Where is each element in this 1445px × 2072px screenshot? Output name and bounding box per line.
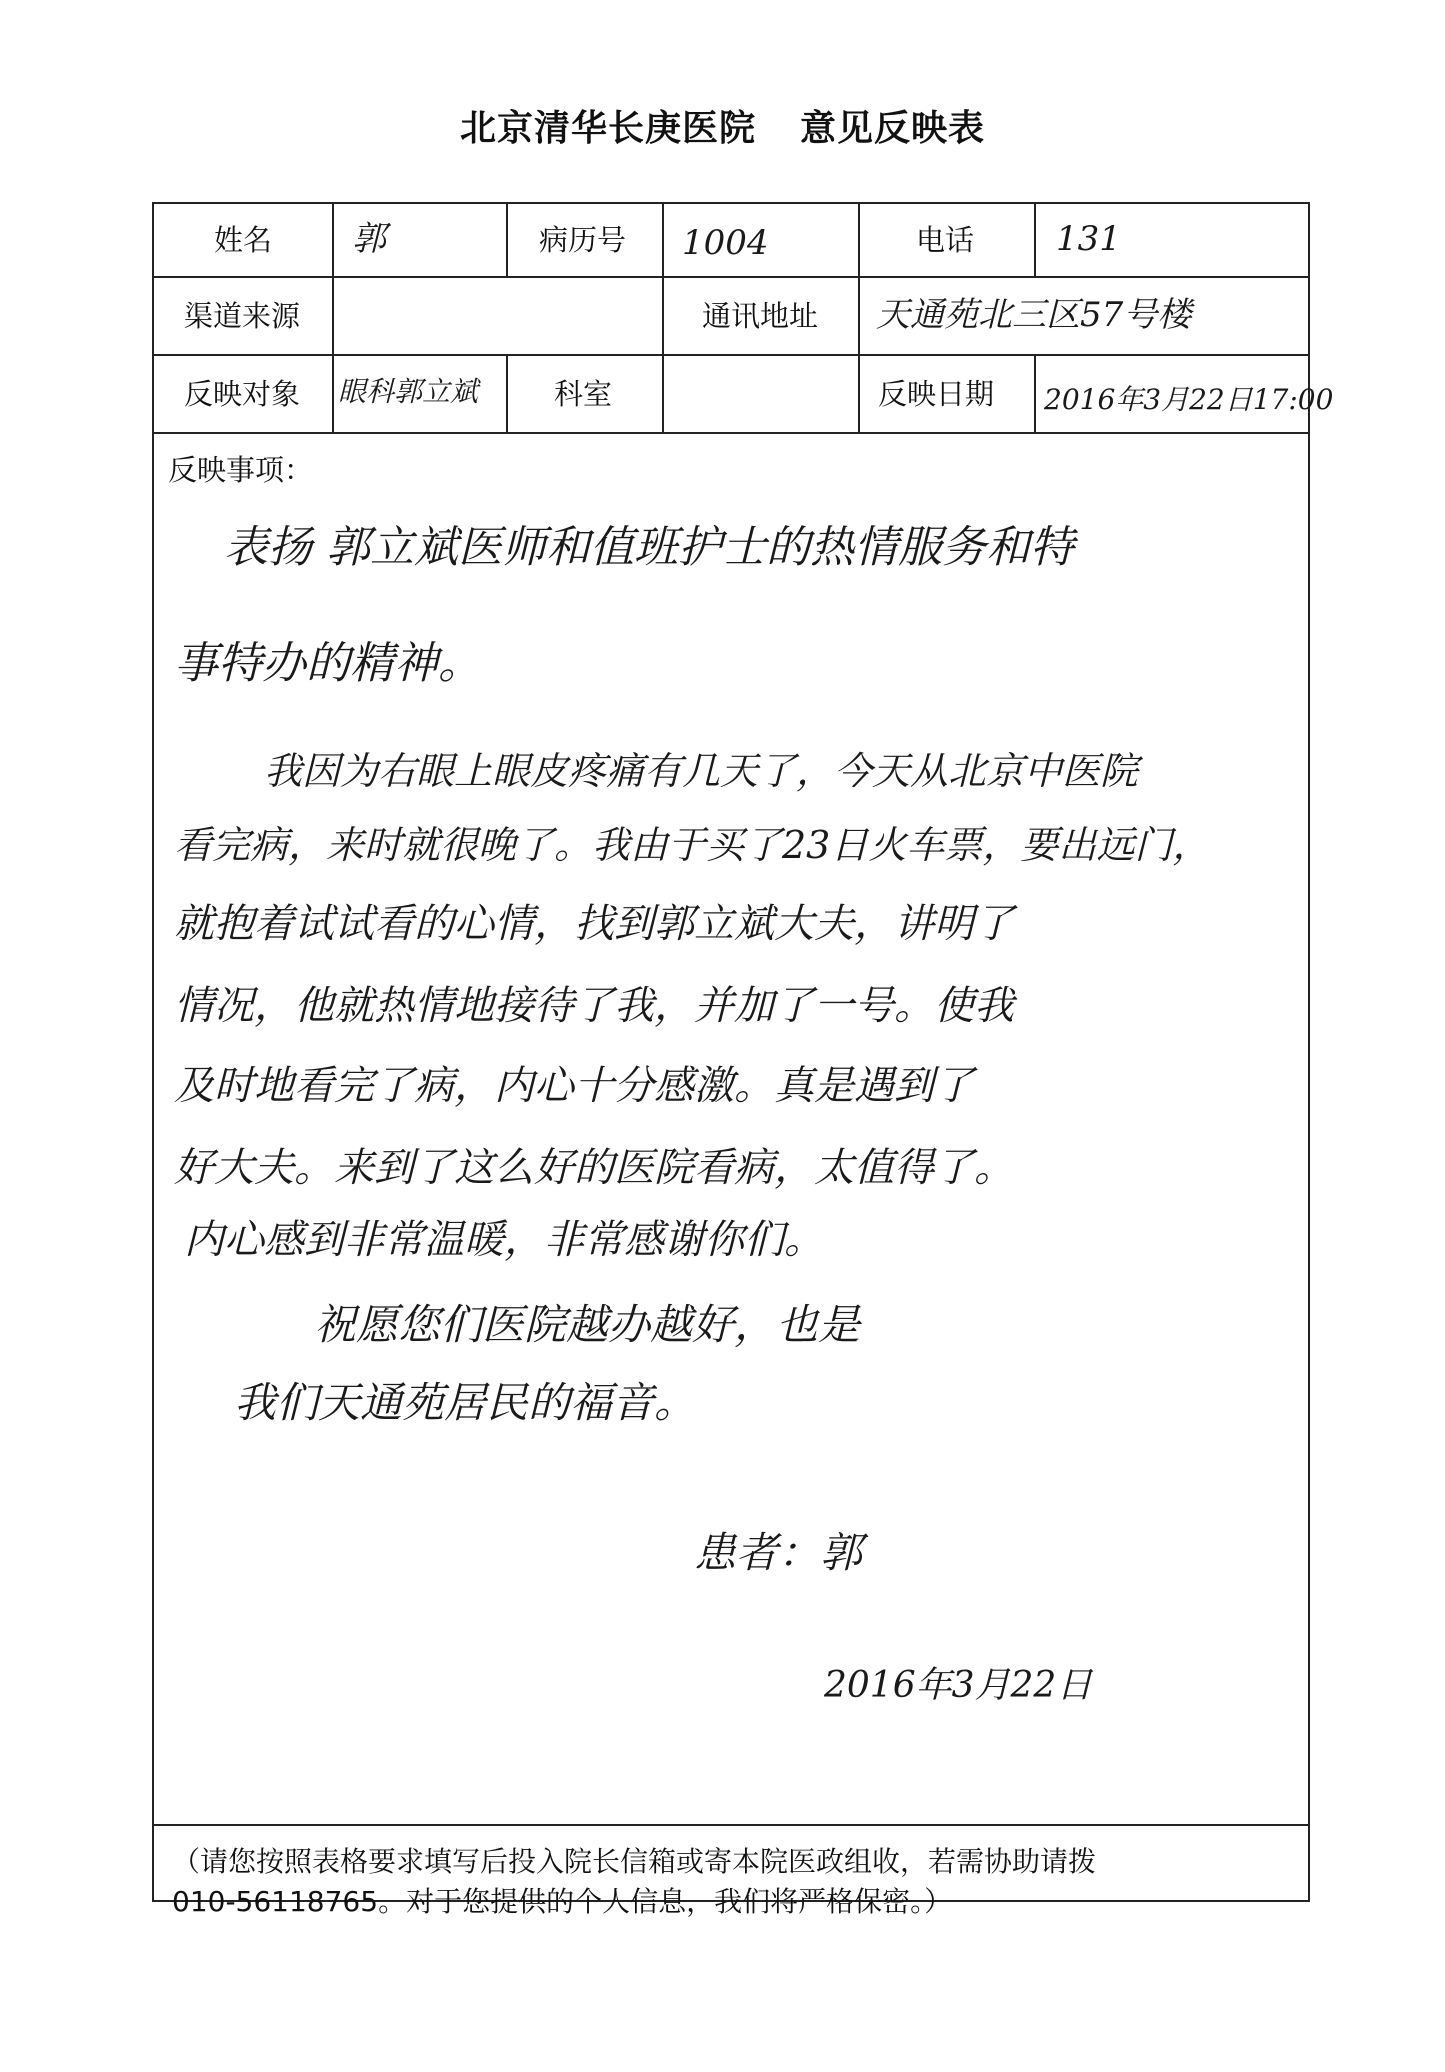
target-value[interactable]: 眼科郭立斌	[338, 375, 479, 408]
address-value[interactable]: 天通苑北三区57号楼	[876, 295, 1192, 335]
phone-value[interactable]: 131	[1056, 219, 1121, 259]
matter-line: 及时地看完了病，内心十分感激。真是遇到了	[174, 1063, 974, 1109]
footer-line-1: （请您按照表格要求填写后投入院长信箱或寄本院医政组收，若需协助请拨	[172, 1845, 1097, 1878]
col-divider	[332, 204, 334, 278]
matter-label: 反映事项：	[168, 453, 314, 487]
matter-line: 祝愿您们医院越办越好，也是	[314, 1300, 861, 1349]
record-number-value[interactable]: 1004	[682, 223, 769, 263]
col-divider	[858, 204, 860, 278]
col-divider	[662, 354, 664, 434]
col-divider	[332, 276, 334, 356]
date-value[interactable]: 2016年3月22日17:00	[1044, 383, 1334, 416]
matter-line: 我因为右眼上眼皮疼痛有几天了，今天从北京中医院	[264, 749, 1139, 793]
col-divider	[858, 276, 860, 356]
col-divider	[1034, 204, 1036, 278]
signature-date: 2016年3月22日	[824, 1665, 1093, 1706]
matter-line: 内心感到非常温暖，非常感谢你们。	[184, 1217, 824, 1263]
footer-divider	[154, 1824, 1308, 1826]
name-label: 姓名	[214, 223, 273, 257]
feedback-form	[152, 202, 1334, 1918]
matter-line: 就抱着试试看的心情，找到郭立斌大夫，讲明了	[174, 901, 1014, 947]
department-label: 科室	[554, 377, 613, 411]
col-divider	[662, 204, 664, 278]
phone-label: 电话	[916, 223, 975, 257]
col-divider	[506, 354, 508, 434]
name-value[interactable]: 郭	[352, 219, 386, 259]
footer-note	[172, 1842, 1292, 1922]
channel-label: 渠道来源	[184, 299, 301, 333]
record-number-label: 病历号	[539, 223, 627, 257]
col-divider	[506, 204, 508, 278]
col-divider	[858, 354, 860, 434]
address-label: 通讯地址	[702, 299, 819, 333]
matter-line: 事特办的精神。	[174, 638, 482, 689]
matter-line: 看完病，来时就很晚了。我由于买了23日火车票，要出远门，	[174, 823, 1211, 867]
row-divider	[154, 354, 1308, 356]
row-divider	[154, 432, 1308, 434]
col-divider	[1034, 354, 1036, 434]
row-divider	[154, 276, 1308, 278]
matter-line: 好大夫。来到了这么好的医院看病，太值得了。	[174, 1145, 1014, 1191]
col-divider	[662, 276, 664, 356]
date-label: 反映日期	[878, 377, 995, 411]
target-label: 反映对象	[184, 377, 301, 411]
col-divider	[332, 354, 334, 434]
page-title	[0, 100, 1445, 151]
footer-line-2: 010-56118765。对于您提供的个人信息，我们将严格保密。）	[172, 1885, 953, 1918]
matter-line: 情况，他就热情地接待了我，并加了一号。使我	[174, 983, 1014, 1029]
matter-line: 表扬 郭立斌医师和值班护士的热情服务和特	[224, 522, 1074, 573]
matter-line: 我们天通苑居民的福音。	[234, 1378, 697, 1427]
patient-signature: 患者：郭	[694, 1528, 863, 1577]
hospital-name: 北京清华长庚医院	[459, 108, 756, 149]
form-name: 意见反映表	[800, 108, 986, 149]
